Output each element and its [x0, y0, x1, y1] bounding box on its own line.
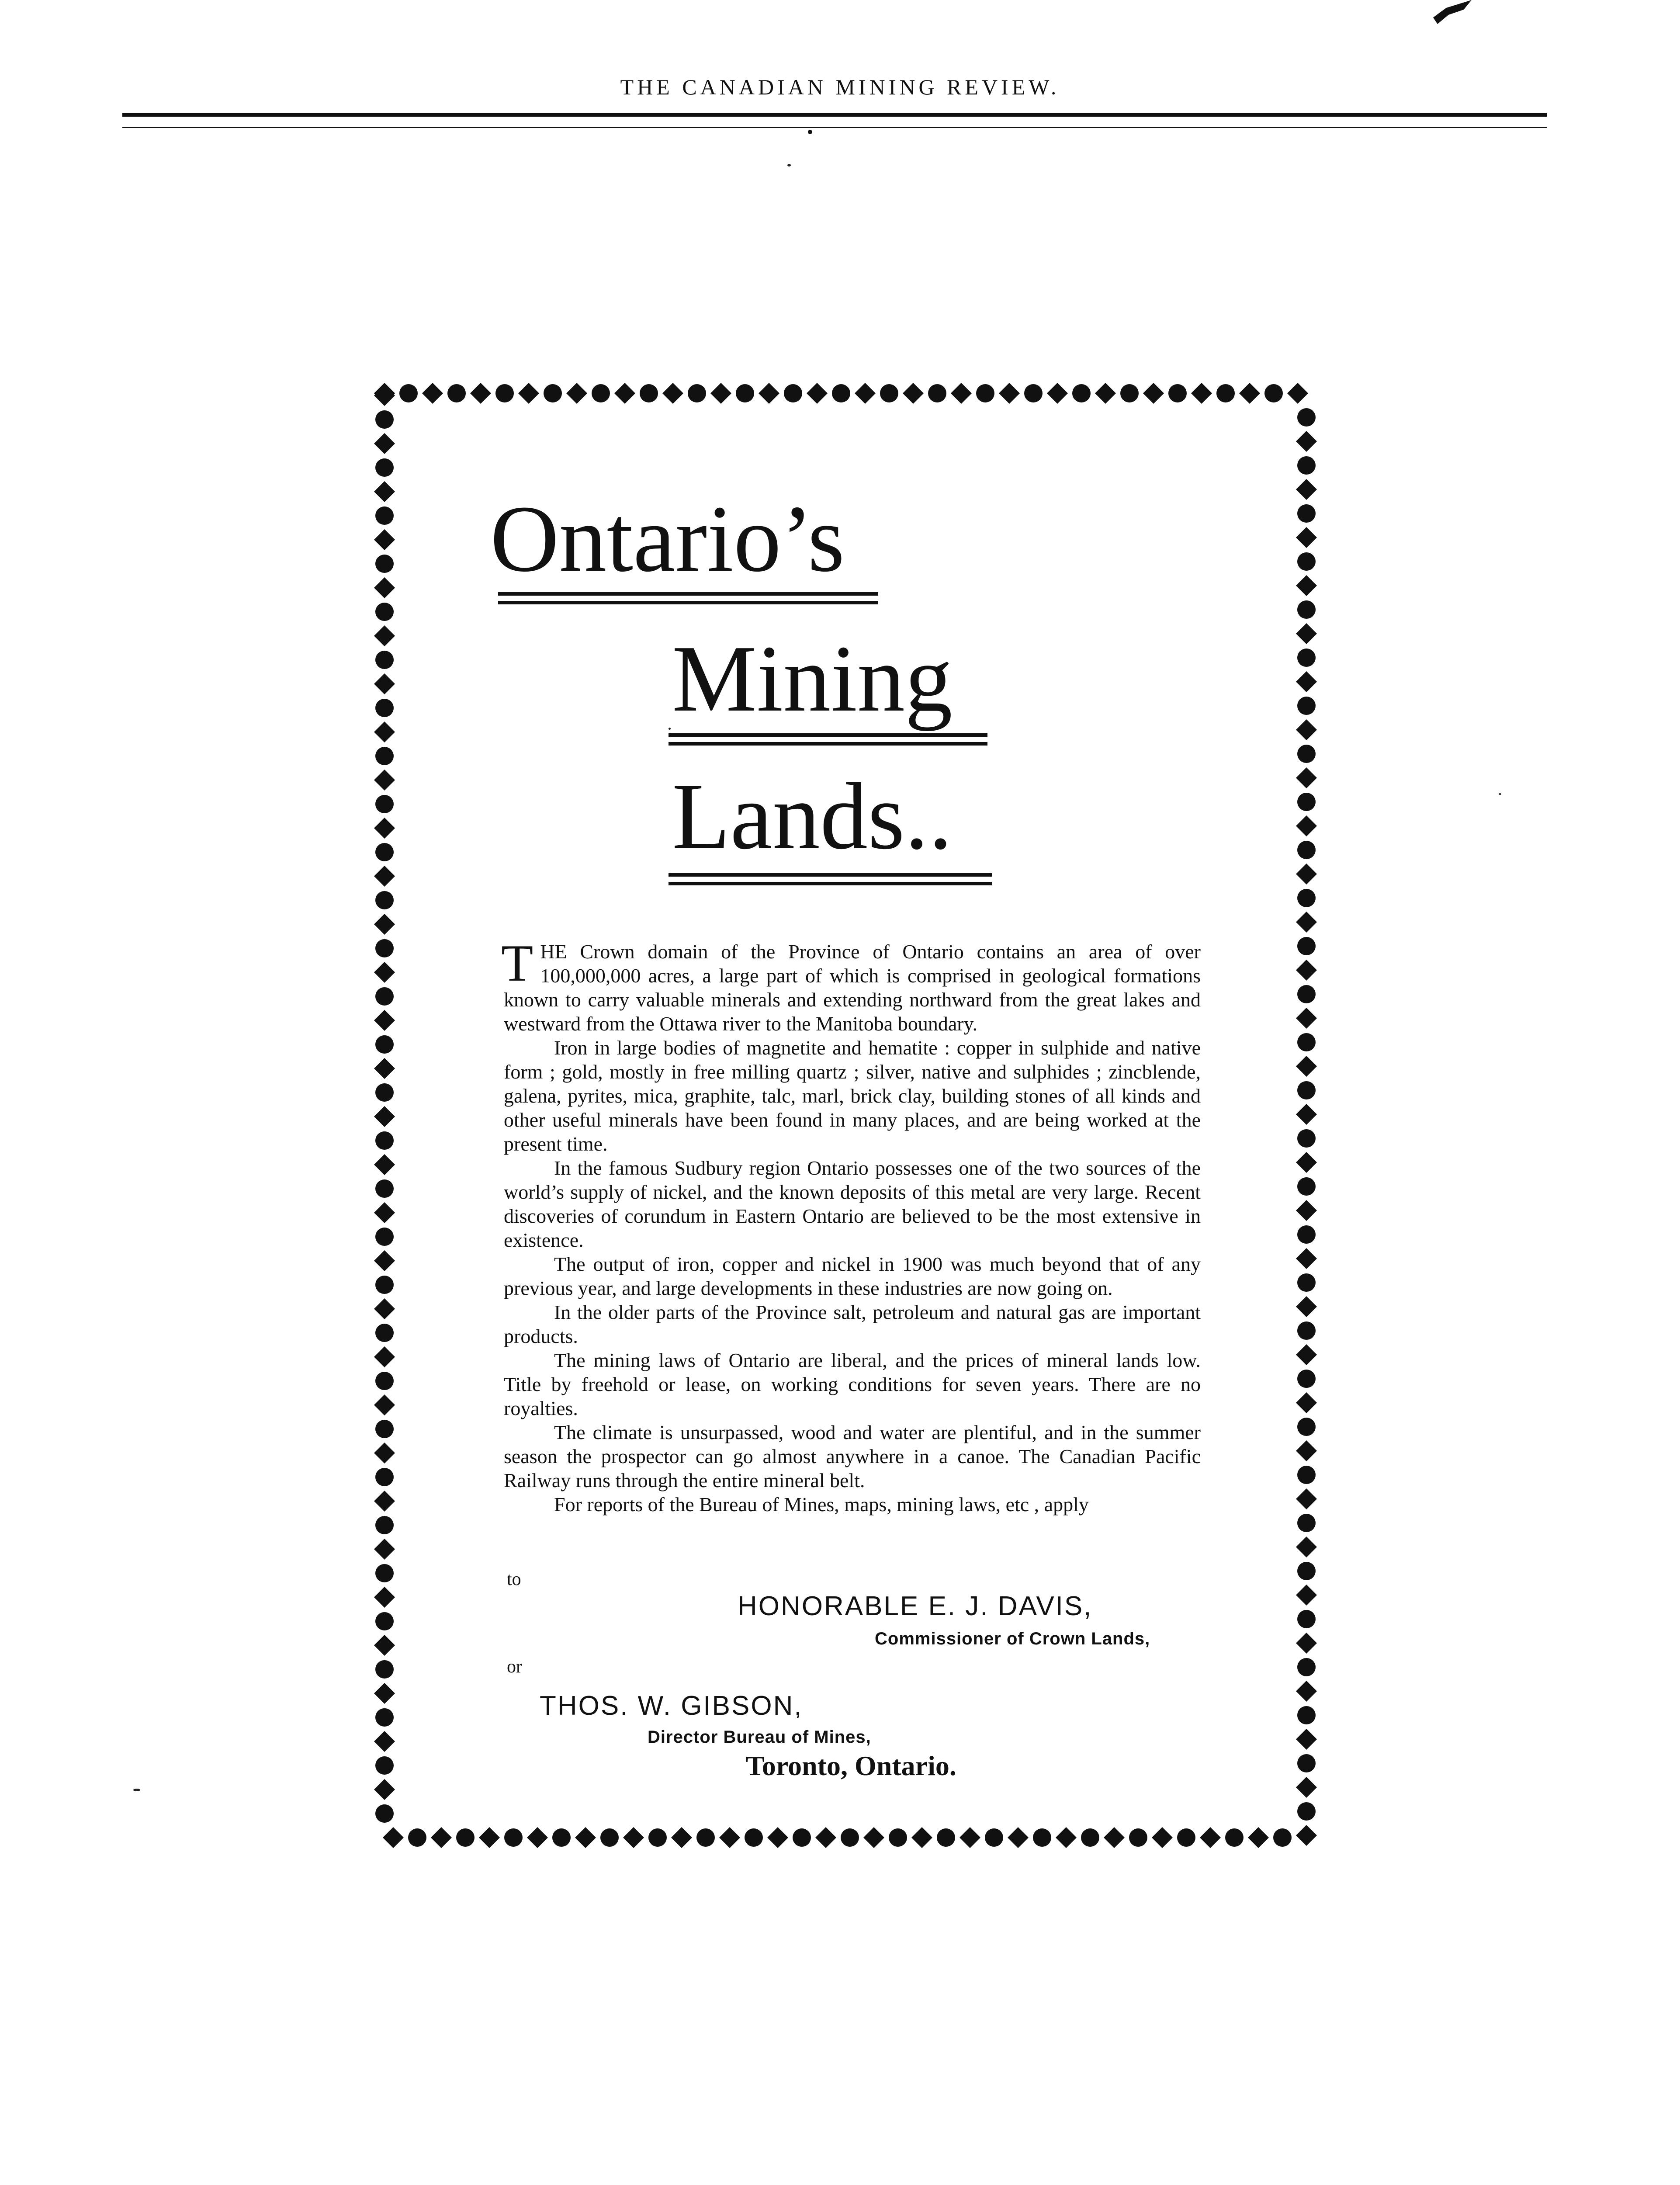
border-dot [375, 843, 394, 861]
border-diamond [1056, 1827, 1077, 1848]
border-dot [1297, 1321, 1316, 1340]
border-dot [648, 1828, 667, 1847]
border-diamond [815, 1827, 836, 1848]
border-diamond [374, 1443, 395, 1464]
border-diamond [1047, 383, 1068, 404]
border-diamond [422, 383, 443, 404]
border-dot [937, 1828, 955, 1847]
border-diamond [374, 433, 395, 454]
border-dot [375, 506, 394, 525]
border-dot [399, 384, 418, 402]
headline-rule-1 [498, 592, 878, 604]
border-dot [736, 384, 754, 402]
border-dot [1225, 1828, 1244, 1847]
border-dot [1297, 1177, 1316, 1196]
border-diamond [374, 914, 395, 935]
paragraph-text: HE Crown domain of the Province of Ontario contains an area of over 100,000,000 acres, a large part of which is comprised in geological formations known to carry valuable minerals and extending northward from the great lakes and westward from the Ottawa river to the Manitoba boundary. [504, 940, 1201, 1035]
border-dot [1297, 841, 1316, 859]
border-dot [504, 1828, 523, 1847]
border-diamond [662, 383, 683, 404]
border-diamond [383, 1827, 404, 1848]
border-dot [375, 1131, 394, 1150]
border-diamond [1296, 912, 1317, 933]
border-dot [375, 1612, 394, 1630]
border-dot [1297, 504, 1316, 523]
border-diamond [479, 1827, 500, 1848]
border-dot [375, 699, 394, 717]
border-diamond [1239, 383, 1260, 404]
border-dot [1297, 1129, 1316, 1148]
border-diamond [1287, 383, 1308, 404]
border-dot [1297, 1658, 1316, 1676]
border-dot [375, 458, 394, 477]
border-dot [1297, 456, 1316, 475]
border-diamond [374, 1058, 395, 1079]
border-diamond [374, 770, 395, 791]
to-word: to [507, 1569, 521, 1589]
border-diamond [1296, 767, 1317, 788]
border-dot [375, 1372, 394, 1390]
border-dot [640, 384, 658, 402]
border-diamond [374, 481, 395, 502]
contact-name-gibson: THOS. W. GIBSON, [540, 1691, 803, 1721]
border-diamond [863, 1827, 884, 1848]
border-dot [1168, 384, 1187, 402]
border-diamond [1296, 1296, 1317, 1317]
border-diamond [374, 866, 395, 887]
border-dot [375, 1660, 394, 1679]
border-diamond [566, 383, 587, 404]
border-dot [375, 795, 394, 813]
border-diamond [1296, 815, 1317, 836]
contact-city: Toronto, Ontario. [746, 1750, 956, 1781]
border-dot [784, 384, 802, 402]
border-dot [889, 1828, 907, 1847]
border-diamond [374, 529, 395, 550]
border-diamond [374, 1635, 395, 1656]
border-diamond [951, 383, 972, 404]
paragraph-8: For reports of the Bureau of Mines, maps, mining laws, etc , apply [554, 1493, 1089, 1516]
border-diamond [374, 818, 395, 839]
border-diamond [1296, 431, 1317, 452]
border-diamond [374, 1010, 395, 1031]
border-diamond [374, 721, 395, 742]
border-dot [375, 1516, 394, 1534]
border-diamond [1296, 719, 1317, 740]
border-dot [1216, 384, 1235, 402]
border-diamond [999, 383, 1020, 404]
border-dot [552, 1828, 571, 1847]
border-dot [1033, 1828, 1051, 1847]
border-diamond [1296, 960, 1317, 981]
border-diamond [374, 1731, 395, 1752]
border-dot [375, 1708, 394, 1727]
border-dot [1297, 1418, 1316, 1436]
border-diamond [374, 625, 395, 646]
paragraph-5: In the older parts of the Province salt, petroleum and natural gas are important products. [504, 1301, 1201, 1347]
border-dot [1297, 985, 1316, 1003]
headline-rule-3 [669, 873, 992, 885]
border-dot [375, 1420, 394, 1438]
border-dot [1297, 793, 1316, 811]
border-dot [375, 1276, 394, 1294]
border-diamond [1296, 1392, 1317, 1413]
print-speck [787, 164, 791, 166]
border-diamond [1296, 1440, 1317, 1461]
border-diamond [374, 385, 395, 406]
border-dot [1024, 384, 1043, 402]
border-dot [1273, 1828, 1292, 1847]
border-dot [1297, 1033, 1316, 1051]
border-diamond [614, 383, 635, 404]
border-dot [1129, 1828, 1147, 1847]
border-dot [1081, 1828, 1099, 1847]
border-dot [375, 939, 394, 957]
border-diamond [1296, 1681, 1317, 1702]
border-diamond [710, 383, 731, 404]
border-dot [985, 1828, 1003, 1847]
border-diamond [1296, 1633, 1317, 1654]
border-diamond [1296, 479, 1317, 500]
border-dot [832, 384, 850, 402]
border-dot [375, 747, 394, 765]
border-diamond [470, 383, 491, 404]
border-dot [375, 1804, 394, 1823]
border-dot [592, 384, 610, 402]
print-speck [669, 728, 671, 730]
advert-body-text [501, 934, 1201, 1516]
border-diamond [1152, 1827, 1173, 1848]
border-diamond [374, 1154, 395, 1175]
border-dot [1297, 1466, 1316, 1484]
border-diamond [374, 1683, 395, 1704]
border-dot [375, 1468, 394, 1486]
paragraph-2: Iron in large bodies of magnetite and hematite : copper in sulphide and native form ; gold, mostly in free milling quartz ; silver, native and sulphides ; zincblende, galena, pyrites, mica, graphite, talc, marl, brick clay, building stones of all kinds and other useful minerals have been found in many places, and are being worked at the present time. [504, 1037, 1201, 1155]
border-dot [456, 1828, 475, 1847]
headline-mining: Mining [672, 626, 953, 732]
border-dot [1264, 384, 1283, 402]
border-diamond [1296, 1200, 1317, 1221]
border-diamond [374, 1106, 395, 1127]
border-diamond [855, 383, 876, 404]
border-diamond [1296, 1152, 1317, 1173]
border-dot [928, 384, 946, 402]
border-diamond [374, 1491, 395, 1512]
border-diamond [1296, 1104, 1317, 1125]
border-diamond [719, 1827, 740, 1848]
border-diamond [960, 1827, 980, 1848]
border-diamond [374, 1298, 395, 1319]
border-diamond [903, 383, 924, 404]
border-diamond [527, 1827, 548, 1848]
border-diamond [1143, 383, 1164, 404]
border-dot [1297, 1514, 1316, 1532]
border-dot [1177, 1828, 1195, 1847]
border-dot [696, 1828, 715, 1847]
border-diamond [431, 1827, 452, 1848]
border-dot [976, 384, 994, 402]
paragraph-6: The mining laws of Ontario are liberal, and the prices of mineral lands low. Title by freehold or lease, on working conditions for seven years. There are no royalties. [504, 1349, 1201, 1419]
border-dot [375, 410, 394, 429]
border-diamond [1296, 1344, 1317, 1365]
border-diamond [374, 673, 395, 694]
border-diamond [374, 1250, 395, 1271]
border-dot [1297, 1562, 1316, 1580]
paragraph-1 [501, 934, 1201, 1036]
border-dot [600, 1828, 619, 1847]
border-diamond [1296, 1056, 1317, 1077]
running-head: THE CANADIAN MINING REVIEW. [620, 75, 1060, 99]
border-dot [1297, 889, 1316, 907]
border-diamond [374, 1394, 395, 1415]
border-dot [1297, 1802, 1316, 1821]
border-diamond [1296, 1777, 1317, 1798]
paragraph-3: In the famous Sudbury region Ontario possesses one of the two sources of the world’s supply of nickel, and the known deposits of this metal are very large. Recent discoveries of corundum in Eastern Ontario are believed to be the most extensive in existence. [504, 1157, 1201, 1251]
border-diamond [1296, 671, 1317, 692]
border-dot [544, 384, 562, 402]
border-diamond [1095, 383, 1116, 404]
border-diamond [374, 1202, 395, 1223]
border-diamond [518, 383, 539, 404]
border-diamond [1296, 1729, 1317, 1750]
border-dot [745, 1828, 763, 1847]
border-dot [841, 1828, 859, 1847]
border-dot [375, 1083, 394, 1102]
border-dot [1297, 1706, 1316, 1724]
border-dot [447, 384, 466, 402]
border-diamond [623, 1827, 644, 1848]
border-diamond [575, 1827, 596, 1848]
border-diamond [374, 1587, 395, 1608]
border-dot [1120, 384, 1139, 402]
border-diamond [1296, 1536, 1317, 1557]
border-dot [1297, 1273, 1316, 1292]
border-dot [375, 987, 394, 1006]
border-dot [1297, 649, 1316, 667]
contact-title-gibson: Director Bureau of Mines, [648, 1727, 871, 1747]
border-diamond [759, 383, 779, 404]
border-diamond [1296, 1825, 1317, 1846]
border-dot [375, 555, 394, 573]
headline-rule-2 [669, 733, 987, 746]
border-diamond [671, 1827, 692, 1848]
border-dot [375, 651, 394, 669]
border-dot [1072, 384, 1091, 402]
print-speck [1499, 793, 1501, 795]
border-dot [1297, 552, 1316, 571]
border-diamond [1104, 1827, 1125, 1848]
contact-name-davis: HONORABLE E. J. DAVIS, [738, 1591, 1093, 1621]
border-dot [375, 603, 394, 621]
border-dot [1297, 1754, 1316, 1772]
border-diamond [374, 577, 395, 598]
border-diamond [1296, 575, 1317, 596]
border-dot [1297, 1370, 1316, 1388]
border-dot [375, 1324, 394, 1342]
headline-lands: Lands.. [672, 764, 953, 869]
border-dot [1297, 937, 1316, 955]
border-diamond [1296, 1488, 1317, 1509]
border-dot [375, 1564, 394, 1582]
border-dot [1297, 1081, 1316, 1099]
border-diamond [374, 1539, 395, 1560]
or-word: or [507, 1657, 522, 1677]
border-dot [688, 384, 706, 402]
border-dot [793, 1828, 811, 1847]
border-diamond [767, 1827, 788, 1848]
border-dot [880, 384, 898, 402]
border-diamond [1296, 864, 1317, 884]
border-diamond [1296, 1585, 1317, 1606]
headline-ontarios: Ontario’s [490, 486, 845, 592]
border-dot [375, 1035, 394, 1054]
drop-cap: T [501, 934, 533, 992]
border-diamond [1296, 1008, 1317, 1029]
border-diamond [1296, 527, 1317, 548]
border-diamond [911, 1827, 932, 1848]
border-dot [1297, 600, 1316, 619]
border-diamond [374, 962, 395, 983]
border-diamond [374, 1346, 395, 1367]
border-diamond [807, 383, 828, 404]
border-dot [495, 384, 514, 402]
border-diamond [1200, 1827, 1221, 1848]
border-dot [375, 1228, 394, 1246]
border-diamond [1296, 1248, 1317, 1269]
paragraph-4: The output of iron, copper and nickel in 1900 was much beyond that of any previous year, and large developments in these industries are now going on. [504, 1253, 1201, 1299]
print-speck [133, 1789, 140, 1791]
contact-title-davis: Commissioner of Crown Lands, [875, 1629, 1150, 1648]
border-dot [1297, 408, 1316, 427]
border-diamond [1191, 383, 1212, 404]
border-dot [375, 1756, 394, 1775]
border-dot [375, 891, 394, 909]
border-diamond [1296, 623, 1317, 644]
border-dot [1297, 745, 1316, 763]
border-diamond [1248, 1827, 1269, 1848]
border-dot [1297, 697, 1316, 715]
border-dot [375, 1179, 394, 1198]
border-diamond [1008, 1827, 1029, 1848]
border-dot [408, 1828, 426, 1847]
paragraph-7: The climate is unsurpassed, wood and water are plentiful, and in the summer season the prospector can go almost anywhere in a canoe. The Canadian Pacific Railway runs through the entire mineral belt. [504, 1421, 1201, 1491]
border-dot [1297, 1610, 1316, 1628]
border-dot [1297, 1225, 1316, 1244]
border-diamond [374, 1779, 395, 1800]
